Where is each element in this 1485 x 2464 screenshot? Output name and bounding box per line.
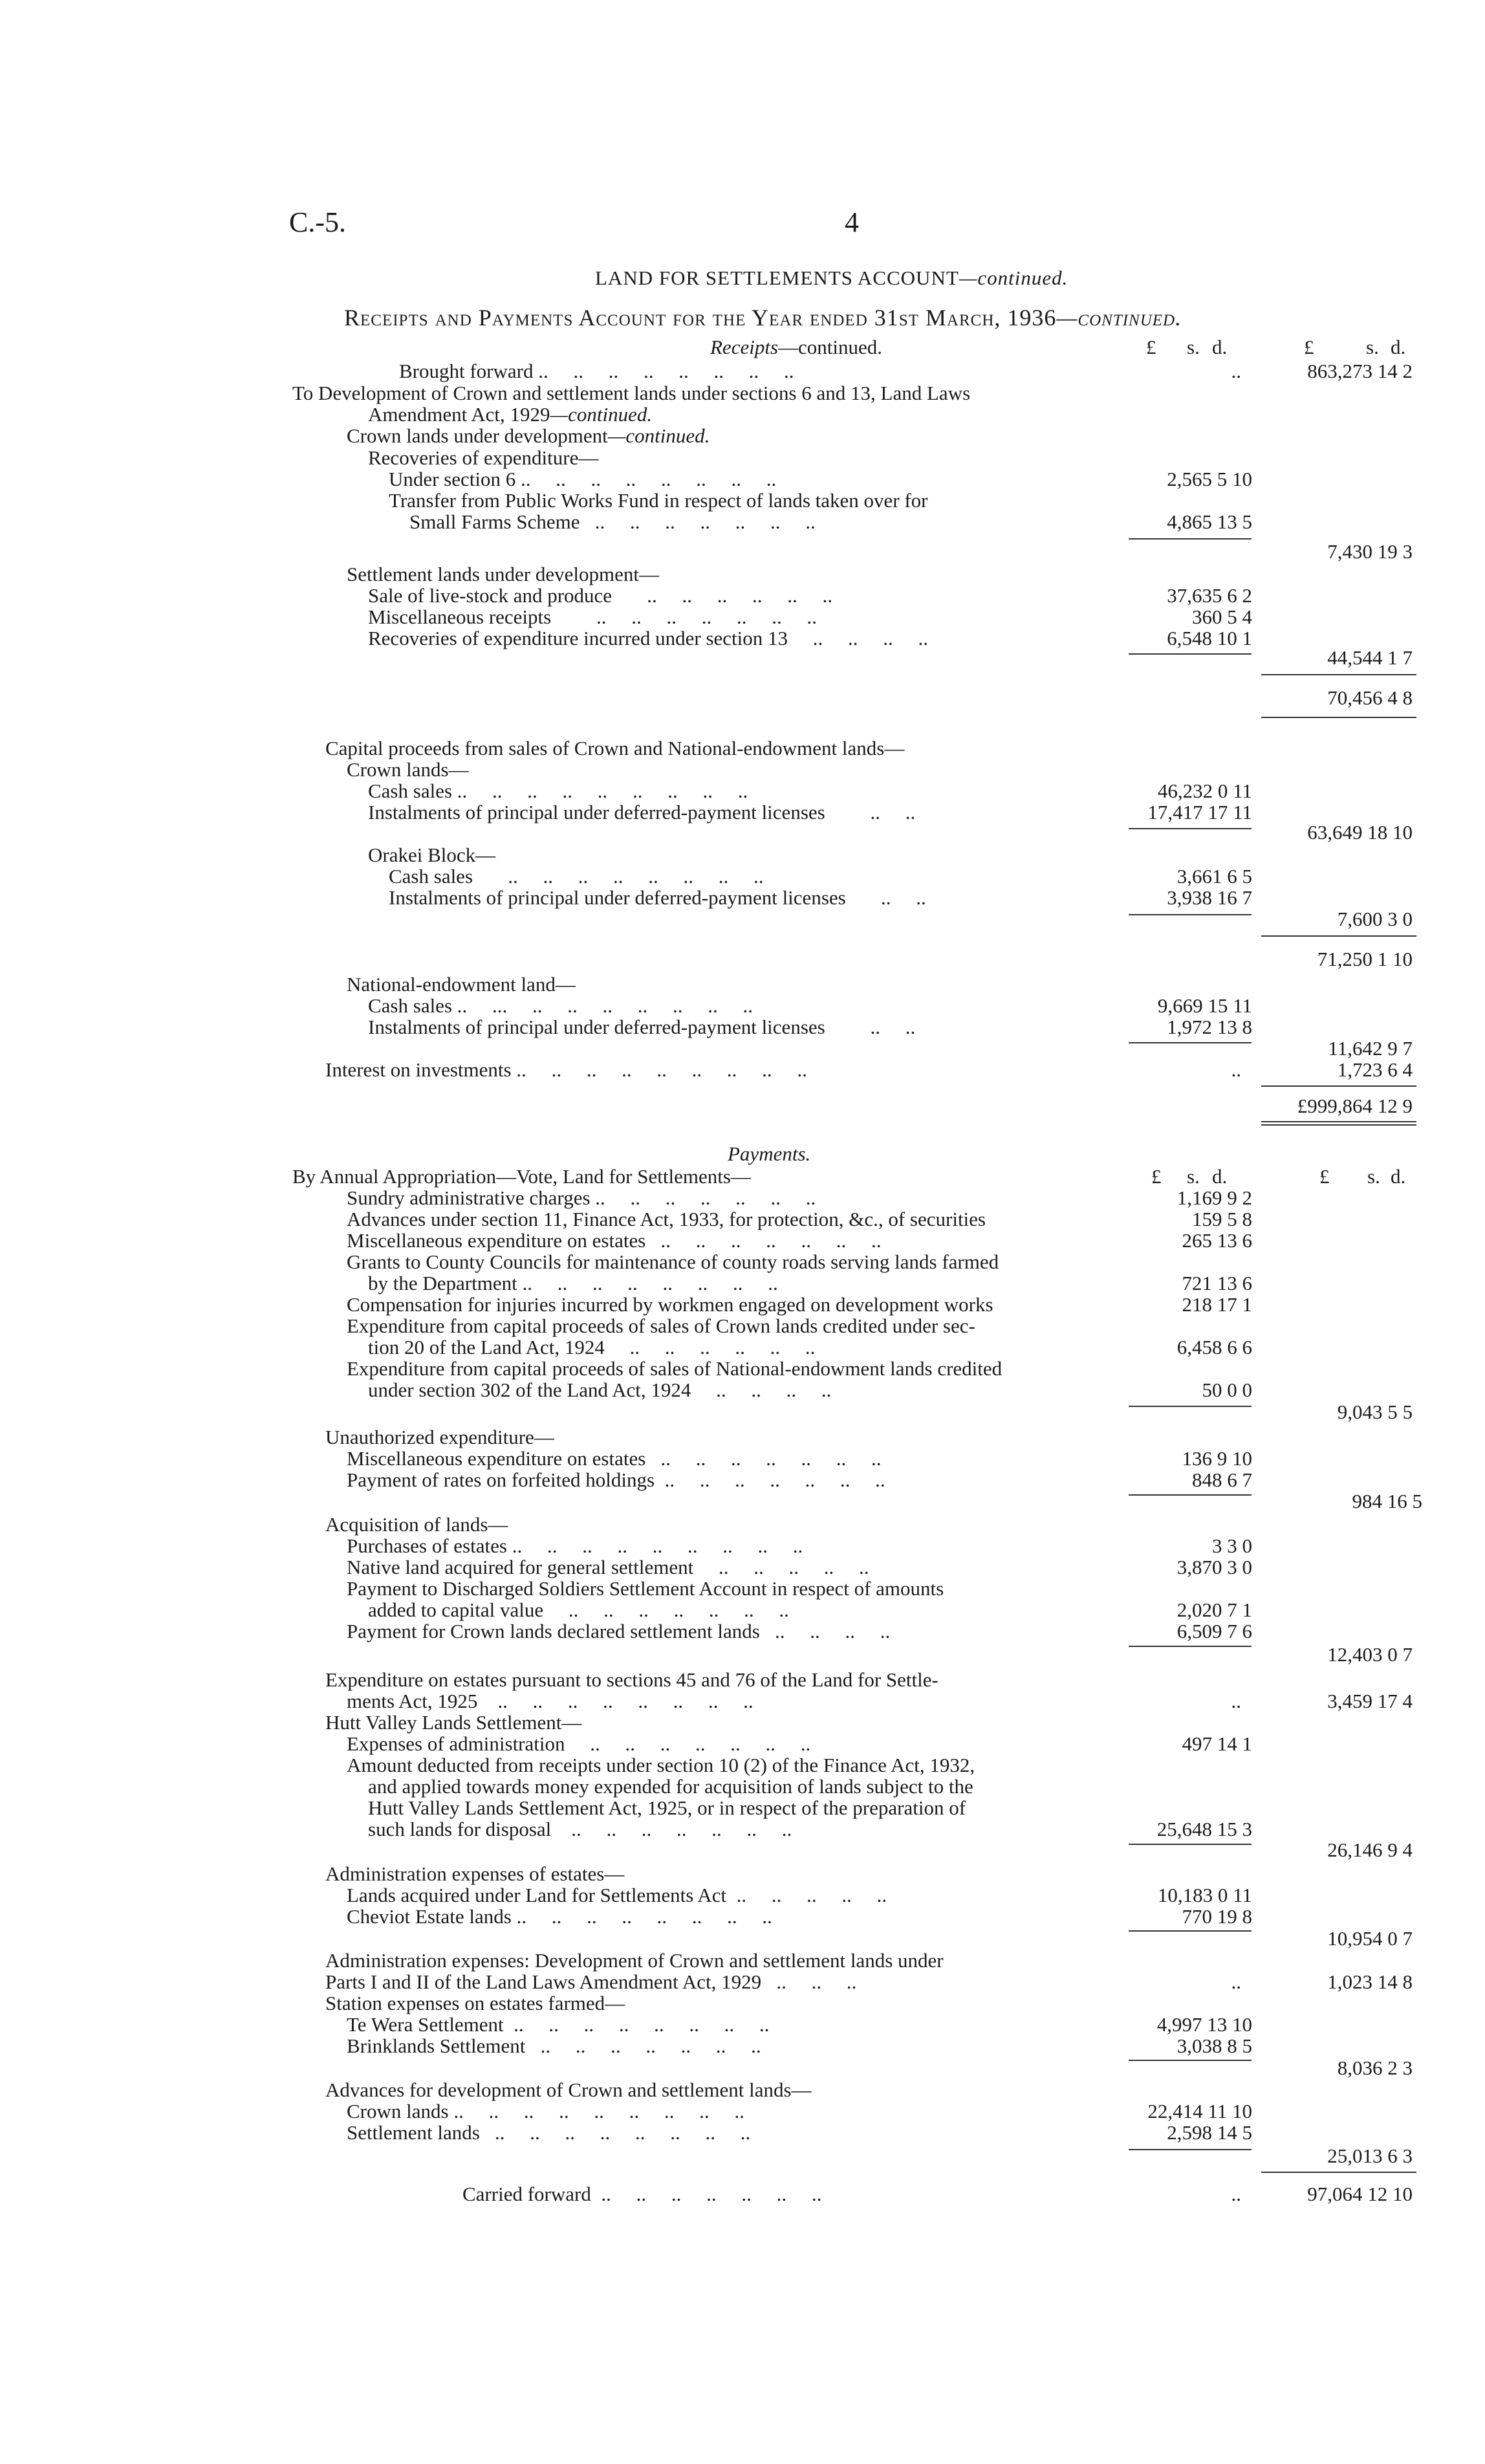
brought-forward-inner: .. bbox=[1231, 360, 1241, 382]
brinklands-text: Brinklands Settlement bbox=[347, 2034, 526, 2057]
instalments-1-label: Instalments of principal under deferred-payment licenses .. .. bbox=[368, 801, 916, 823]
te-wera-label: Te Wera Settlement .. .. .. .. .. .. .. .. bbox=[347, 2013, 770, 2036]
brinklands-label: Brinklands Settlement .. .. .. .. .. .. .. bbox=[347, 2034, 761, 2057]
admin-dev-line2-text: Parts I and II of the Land Laws Amendment Act, 1929 bbox=[325, 1970, 762, 1993]
misc-exp-amount: 265 13 6 bbox=[1182, 1229, 1252, 1252]
hutt-amt-line4-label: such lands for disposal .. .. .. .. .. .. .. bbox=[368, 1818, 792, 1840]
crown-dev-total: 7,430 19 3 bbox=[1327, 540, 1413, 563]
page-number: 4 bbox=[845, 206, 859, 238]
instalments-3-label: Instalments of principal under deferred-payment licenses .. .. bbox=[368, 1016, 916, 1038]
receipts-col-d2: d. bbox=[1391, 336, 1406, 358]
brought-forward-text: Brought forward bbox=[399, 360, 534, 382]
settlement-total: 44,544 1 7 bbox=[1327, 646, 1413, 669]
under-s6-label: Under section 6 .. .. .. .. .. .. .. .. bbox=[389, 468, 777, 490]
sundry-text: Sundry administrative charges bbox=[347, 1186, 591, 1209]
grants-amount: 721 13 6 bbox=[1182, 1272, 1252, 1294]
recov-s13-label: Recoveries of expenditure incurred under section 13 .. .. .. .. bbox=[368, 627, 929, 649]
payments-col-s2: s. bbox=[1367, 1165, 1380, 1188]
cash-sales-1-amount: 46,232 0 11 bbox=[1157, 780, 1252, 802]
station-heading: Station expenses on estates farmed— bbox=[325, 1992, 625, 2014]
rule-dev-total bbox=[1261, 674, 1416, 675]
exp-crown-line1: Expenditure from capital proceeds of sales of Crown lands credited under sec- bbox=[347, 1314, 975, 1337]
recov-s13-text: Recoveries of expenditure incurred under section 13 bbox=[368, 627, 788, 649]
rule-orakei bbox=[1129, 914, 1252, 915]
payments-heading bbox=[728, 1143, 810, 1165]
acq-heading: Acquisition of lands— bbox=[325, 1513, 508, 1536]
instalments-2-amount: 3,938 16 7 bbox=[1167, 886, 1252, 909]
admin-cheviot-text: Cheviot Estate lands bbox=[347, 1905, 512, 1928]
adv-settlement-amount: 2,598 14 5 bbox=[1167, 2121, 1252, 2144]
settlement-dev-heading: Settlement lands under development— bbox=[347, 563, 659, 585]
crown-lands-heading: Crown lands— bbox=[347, 758, 469, 781]
payments-heading-text: Payments. bbox=[728, 1142, 811, 1165]
acq-native-text: Native land acquired for general settlement bbox=[347, 1556, 694, 1578]
rule-hutt bbox=[1129, 1844, 1252, 1845]
livestock-label: Sale of live-stock and produce .. .. .. .. .. .. bbox=[368, 584, 833, 607]
annual-total: 9,043 5 5 bbox=[1337, 1401, 1413, 1423]
unauth-rates-label: Payment of rates on forfeited holdings .. .. .. .. .. .. .. bbox=[347, 1468, 885, 1491]
acq-crown-label: Payment for Crown lands declared settlement lands .. .. .. .. bbox=[347, 1620, 891, 1642]
dev-total: 70,456 4 8 bbox=[1327, 686, 1413, 709]
advances-dev-heading: Advances for development of Crown and settlement lands— bbox=[325, 2078, 812, 2101]
unauth-misc-amount: 136 9 10 bbox=[1182, 1447, 1252, 1470]
rule-dev-total-under bbox=[1261, 717, 1416, 718]
exp-crown-line2-text: tion 20 of the Land Act, 1924 bbox=[368, 1336, 605, 1358]
hutt-admin-text: Expenses of administration bbox=[347, 1732, 565, 1755]
payments-col-d2: d. bbox=[1391, 1165, 1406, 1188]
orakei-total: 7,600 3 0 bbox=[1337, 908, 1413, 930]
admin-dev-line2-label: Parts I and II of the Land Laws Amendment Act, 1929 .. .. .. bbox=[325, 1970, 857, 1993]
annual-heading: By Annual Appropriation—Vote, Land for Settlements— bbox=[292, 1165, 751, 1188]
admin-lands-amount: 10,183 0 11 bbox=[1157, 1884, 1252, 1906]
under-s6-text: Under section 6 bbox=[389, 468, 516, 490]
rule-admin-estates bbox=[1129, 1930, 1252, 1932]
account-title bbox=[595, 267, 1068, 290]
advances-total: 25,013 6 3 bbox=[1327, 2144, 1413, 2167]
misc-exp-label: Miscellaneous expenditure on estates .. .. .. .. .. .. .. bbox=[347, 1229, 882, 1252]
acq-soldiers-line1: Payment to Discharged Soldiers Settlement Account in respect of amounts bbox=[347, 1577, 944, 1600]
acq-purchases-label: Purchases of estates .. .. .. .. .. .. .. .. .. bbox=[347, 1534, 803, 1557]
misc-exp-text: Miscellaneous expenditure on estates bbox=[347, 1229, 646, 1252]
brinklands-amount: 3,038 8 5 bbox=[1176, 2034, 1252, 2057]
admin-lands-text: Lands acquired under Land for Settlements Act bbox=[347, 1884, 727, 1906]
recov-s13-amount: 6,548 10 1 bbox=[1167, 627, 1252, 649]
dev-heading-line2 bbox=[368, 404, 652, 426]
adv-settlement-text: Settlement lands bbox=[347, 2121, 480, 2144]
misc-receipts-amount: 360 5 4 bbox=[1192, 605, 1252, 628]
rule-national bbox=[1129, 1042, 1252, 1043]
cash-sales-3-amount: 9,669 15 11 bbox=[1157, 994, 1252, 1017]
acq-purchases-amount: 3 3 0 bbox=[1212, 1534, 1252, 1557]
te-wera-amount: 4,997 13 10 bbox=[1156, 2013, 1252, 2036]
advances-s11-amount: 159 5 8 bbox=[1192, 1208, 1252, 1230]
adv-settlement-label: Settlement lands .. .. .. .. .. .. .. .. bbox=[347, 2121, 751, 2144]
hutt-heading: Hutt Valley Lands Settlement— bbox=[325, 1711, 582, 1734]
account-title-cont: —continued. bbox=[959, 267, 1068, 289]
instalments-1-amount: 17,417 17 11 bbox=[1147, 801, 1252, 823]
account-subtitle bbox=[344, 304, 1182, 331]
national-total: 11,642 9 7 bbox=[1328, 1037, 1413, 1060]
receipts-col-l2: £ bbox=[1304, 336, 1314, 358]
cash-sales-3-text: Cash sales bbox=[368, 994, 453, 1017]
payments-col-l: £ bbox=[1151, 1165, 1162, 1188]
rule-crown-dev bbox=[1129, 538, 1252, 540]
crown-dev-text: Crown lands under development bbox=[347, 424, 608, 447]
transfer-line2-text: Small Farms Scheme bbox=[409, 510, 580, 533]
carried-forward-inner: .. bbox=[1231, 2183, 1241, 2205]
advances-s11-label: Advances under section 11, Finance Act, 1933, for protection, &c., of securities bbox=[347, 1208, 986, 1230]
exp-estates-line2-text: ments Act, 1925 bbox=[347, 1690, 478, 1712]
adv-crown-label: Crown lands .. .. .. .. .. .. .. .. .. bbox=[347, 2100, 744, 2122]
instalments-2-text: Instalments of principal under deferred-payment licenses bbox=[389, 886, 846, 909]
exp-nat-amount: 50 0 0 bbox=[1202, 1379, 1252, 1401]
acq-purchases-text: Purchases of estates bbox=[347, 1534, 507, 1557]
livestock-text: Sale of live-stock and produce bbox=[368, 584, 612, 607]
receipts-col-s: s. bbox=[1187, 336, 1200, 358]
carried-forward-text: Carried forward bbox=[462, 2183, 591, 2205]
admin-dev-total: 1,023 14 8 bbox=[1327, 1970, 1413, 1993]
acq-crown-amount: 6,509 7 6 bbox=[1176, 1620, 1252, 1642]
grants-line1: Grants to County Councils for maintenance of county roads serving lands farmed bbox=[347, 1250, 999, 1273]
unauth-misc-label: Miscellaneous expenditure on estates .. .. .. .. .. .. .. bbox=[347, 1447, 882, 1470]
adv-crown-amount: 22,414 11 10 bbox=[1147, 2100, 1252, 2122]
instalments-2-label: Instalments of principal under deferred-payment licenses .. .. bbox=[389, 886, 926, 909]
admin-dev-inner: .. bbox=[1231, 1970, 1241, 1993]
cash-sales-2-amount: 3,661 6 5 bbox=[1176, 865, 1252, 888]
crown-lands-total: 63,649 18 10 bbox=[1307, 821, 1413, 844]
receipts-heading-text: Receipts bbox=[710, 336, 779, 358]
acq-total: 12,403 0 7 bbox=[1327, 1643, 1413, 1666]
brought-forward-total: 863,273 14 2 bbox=[1307, 360, 1413, 382]
carried-forward-label: Carried forward .. .. .. .. .. .. .. bbox=[462, 2183, 822, 2205]
carried-forward-total: 97,064 12 10 bbox=[1307, 2183, 1413, 2205]
rule-station bbox=[1129, 2060, 1252, 2061]
acq-soldiers-line2-label: added to capital value .. .. .. .. .. .. .. bbox=[368, 1598, 789, 1621]
receipts-col-s2: s. bbox=[1366, 336, 1379, 358]
hutt-amt-line1: Amount deducted from receipts under section 10 (2) of the Finance Act, 1932, bbox=[347, 1754, 975, 1776]
exp-crown-amount: 6,458 6 6 bbox=[1176, 1336, 1252, 1358]
station-total: 8,036 2 3 bbox=[1337, 2056, 1413, 2079]
hutt-amt-line4-text: such lands for disposal bbox=[368, 1818, 552, 1840]
rule-grand-double bbox=[1261, 1121, 1416, 1126]
instalments-3-amount: 1,972 13 8 bbox=[1167, 1016, 1252, 1038]
admin-cheviot-label: Cheviot Estate lands .. .. .. .. .. .. .. .. bbox=[347, 1905, 772, 1928]
hutt-amt-line2: and applied towards money expended for acquisition of lands subject to the bbox=[368, 1775, 973, 1798]
misc-receipts-text: Miscellaneous receipts bbox=[368, 605, 552, 628]
rule-annual bbox=[1129, 1406, 1252, 1407]
grand-total: £999,864 12 9 bbox=[1297, 1095, 1413, 1117]
admin-estates-total: 10,954 0 7 bbox=[1327, 1927, 1413, 1950]
account-title-main: LAND FOR SETTLEMENTS ACCOUNT bbox=[595, 267, 959, 289]
adv-crown-text: Crown lands bbox=[347, 2100, 449, 2122]
capital-heading: Capital proceeds from sales of Crown and National-endowment lands— bbox=[325, 737, 905, 759]
unauth-misc-text: Miscellaneous expenditure on estates bbox=[347, 1447, 646, 1470]
hutt-amt-line3: Hutt Valley Lands Settlement Act, 1925, or in respect of the preparation of bbox=[368, 1796, 966, 1819]
transfer-line2-label: Small Farms Scheme .. .. .. .. .. .. .. bbox=[409, 510, 816, 533]
acq-crown-text: Payment for Crown lands declared settlement lands bbox=[347, 1620, 760, 1642]
interest-total: 1,723 6 4 bbox=[1337, 1058, 1413, 1081]
rule-carried bbox=[1261, 2172, 1416, 2173]
receipts-heading bbox=[710, 336, 882, 358]
admin-cheviot-amount: 770 19 8 bbox=[1182, 1905, 1252, 1928]
rule-settlement bbox=[1129, 653, 1252, 655]
te-wera-text: Te Wera Settlement bbox=[347, 2013, 504, 2036]
receipts-col-d: d. bbox=[1212, 336, 1228, 358]
admin-dev-line1: Administration expenses: Development of Crown and settlement lands under bbox=[325, 1949, 944, 1972]
exp-estates-line2-label: ments Act, 1925 .. .. .. .. .. .. .. .. bbox=[347, 1690, 753, 1712]
rule-grand bbox=[1261, 1085, 1416, 1087]
dev-heading-line1: To Development of Crown and settlement lands under sections 6 and 13, Land Laws bbox=[292, 382, 971, 404]
hutt-admin-label: Expenses of administration .. .. .. .. .. .. .. bbox=[347, 1732, 811, 1755]
admin-lands-label: Lands acquired under Land for Settlements Act .. .. .. .. .. bbox=[347, 1884, 887, 1906]
grants-line2-text: by the Department bbox=[368, 1272, 517, 1294]
cash-sales-1-label: Cash sales .. .. .. .. .. .. .. .. .. bbox=[368, 780, 748, 802]
transfer-line1: Transfer from Public Works Fund in respect of lands taken over for bbox=[389, 489, 928, 512]
exp-estates-total: 3,459 17 4 bbox=[1327, 1690, 1413, 1712]
unauth-heading: Unauthorized expenditure— bbox=[325, 1426, 554, 1448]
receipts-col-l: £ bbox=[1146, 336, 1156, 358]
instalments-1-text: Instalments of principal under deferred-payment licenses bbox=[368, 801, 825, 823]
crown-dev-heading bbox=[347, 425, 710, 447]
rule-advances bbox=[1129, 2149, 1252, 2150]
acq-native-amount: 3,870 3 0 bbox=[1176, 1556, 1252, 1578]
interest-inner: .. bbox=[1231, 1058, 1241, 1081]
unauth-rates-text: Payment of rates on forfeited holdings bbox=[347, 1468, 655, 1491]
brought-forward-label: Brought forward .. .. .. .. .. .. .. .. bbox=[399, 360, 794, 382]
sundry-amount: 1,169 9 2 bbox=[1176, 1186, 1252, 1209]
exp-nat-line2-text: under section 302 of the Land Act, 1924 bbox=[368, 1379, 691, 1401]
crown-orakei-total: 71,250 1 10 bbox=[1317, 948, 1413, 970]
receipts-heading-cont: —continued. bbox=[778, 336, 883, 358]
unauth-rates-amount: 848 6 7 bbox=[1192, 1468, 1252, 1491]
exp-estates-line1: Expenditure on estates pursuant to sections 45 and 76 of the Land for Settle- bbox=[325, 1668, 938, 1691]
grants-line2-label: by the Department .. .. .. .. .. .. .. .. bbox=[368, 1272, 778, 1294]
interest-label: Interest on investments .. .. .. .. .. .. .. .. .. bbox=[325, 1058, 807, 1081]
transfer-amount: 4,865 13 5 bbox=[1167, 510, 1252, 533]
account-subtitle-cont: —continued. bbox=[1056, 305, 1182, 331]
unauth-total: 984 16 5 bbox=[1352, 1490, 1422, 1512]
payments-col-d: d. bbox=[1212, 1165, 1228, 1188]
compensation-amount: 218 17 1 bbox=[1182, 1293, 1252, 1316]
compensation-label: Compensation for injuries incurred by workmen engaged on development works bbox=[347, 1293, 993, 1316]
cash-sales-2-label: Cash sales .. .. .. .. .. .. .. .. bbox=[389, 865, 764, 888]
hutt-total: 26,146 9 4 bbox=[1327, 1838, 1413, 1861]
rule-unauth bbox=[1129, 1494, 1252, 1496]
payments-col-s: s. bbox=[1187, 1165, 1200, 1188]
hutt-admin-amount: 497 14 1 bbox=[1182, 1732, 1252, 1755]
exp-estates-inner: .. bbox=[1231, 1690, 1241, 1712]
payments-col-l2: £ bbox=[1319, 1165, 1330, 1188]
under-s6-amount: 2,565 5 10 bbox=[1167, 468, 1252, 490]
exp-nat-line1: Expenditure from capital proceeds of sales of National-endowment lands credited bbox=[347, 1357, 1003, 1380]
account-subtitle-main: Receipts and Payments Account for the Year ended 31st March, 1936 bbox=[344, 305, 1057, 331]
crown-dev-cont: —continued. bbox=[607, 424, 710, 447]
acq-soldiers-amount: 2,020 7 1 bbox=[1176, 1598, 1252, 1621]
cash-sales-1-text: Cash sales bbox=[368, 780, 453, 802]
dev-heading-cont: —continued. bbox=[550, 403, 653, 426]
national-heading: National-endowment land— bbox=[347, 973, 576, 996]
acq-native-label: Native land acquired for general settlement .. .. .. .. .. bbox=[347, 1556, 869, 1578]
hutt-amt-amount: 25,648 15 3 bbox=[1156, 1818, 1252, 1840]
dev-heading-line2-text: Amendment Act, 1929 bbox=[368, 403, 550, 426]
acq-soldiers-line2-text: added to capital value bbox=[368, 1598, 544, 1621]
cash-sales-3-label: Cash sales .. ... .. .. .. .. .. .. .. bbox=[368, 994, 753, 1017]
interest-text: Interest on investments bbox=[325, 1058, 512, 1081]
cash-sales-2-text: Cash sales bbox=[389, 865, 473, 888]
sundry-label: Sundry administrative charges .. .. .. .. .. .. .. bbox=[347, 1186, 816, 1209]
misc-receipts-label: Miscellaneous receipts .. .. .. .. .. .. .. bbox=[368, 605, 817, 628]
recoveries-heading: Recoveries of expenditure— bbox=[368, 446, 599, 469]
orakei-heading: Orakei Block— bbox=[368, 844, 496, 866]
rule-crown-lands bbox=[1129, 828, 1252, 829]
admin-estates-heading: Administration expenses of estates— bbox=[325, 1862, 625, 1885]
rule-crown-orakei bbox=[1261, 935, 1416, 937]
exp-nat-line2-label: under section 302 of the Land Act, 1924 .. .. .. .. bbox=[368, 1379, 832, 1401]
page-ref: C.-5. bbox=[289, 206, 346, 238]
exp-crown-line2-label: tion 20 of the Land Act, 1924 .. .. .. .. .. .. bbox=[368, 1336, 816, 1358]
rule-acq bbox=[1129, 1646, 1252, 1647]
livestock-amount: 37,635 6 2 bbox=[1167, 584, 1252, 607]
instalments-3-text: Instalments of principal under deferred-payment licenses bbox=[368, 1016, 825, 1038]
